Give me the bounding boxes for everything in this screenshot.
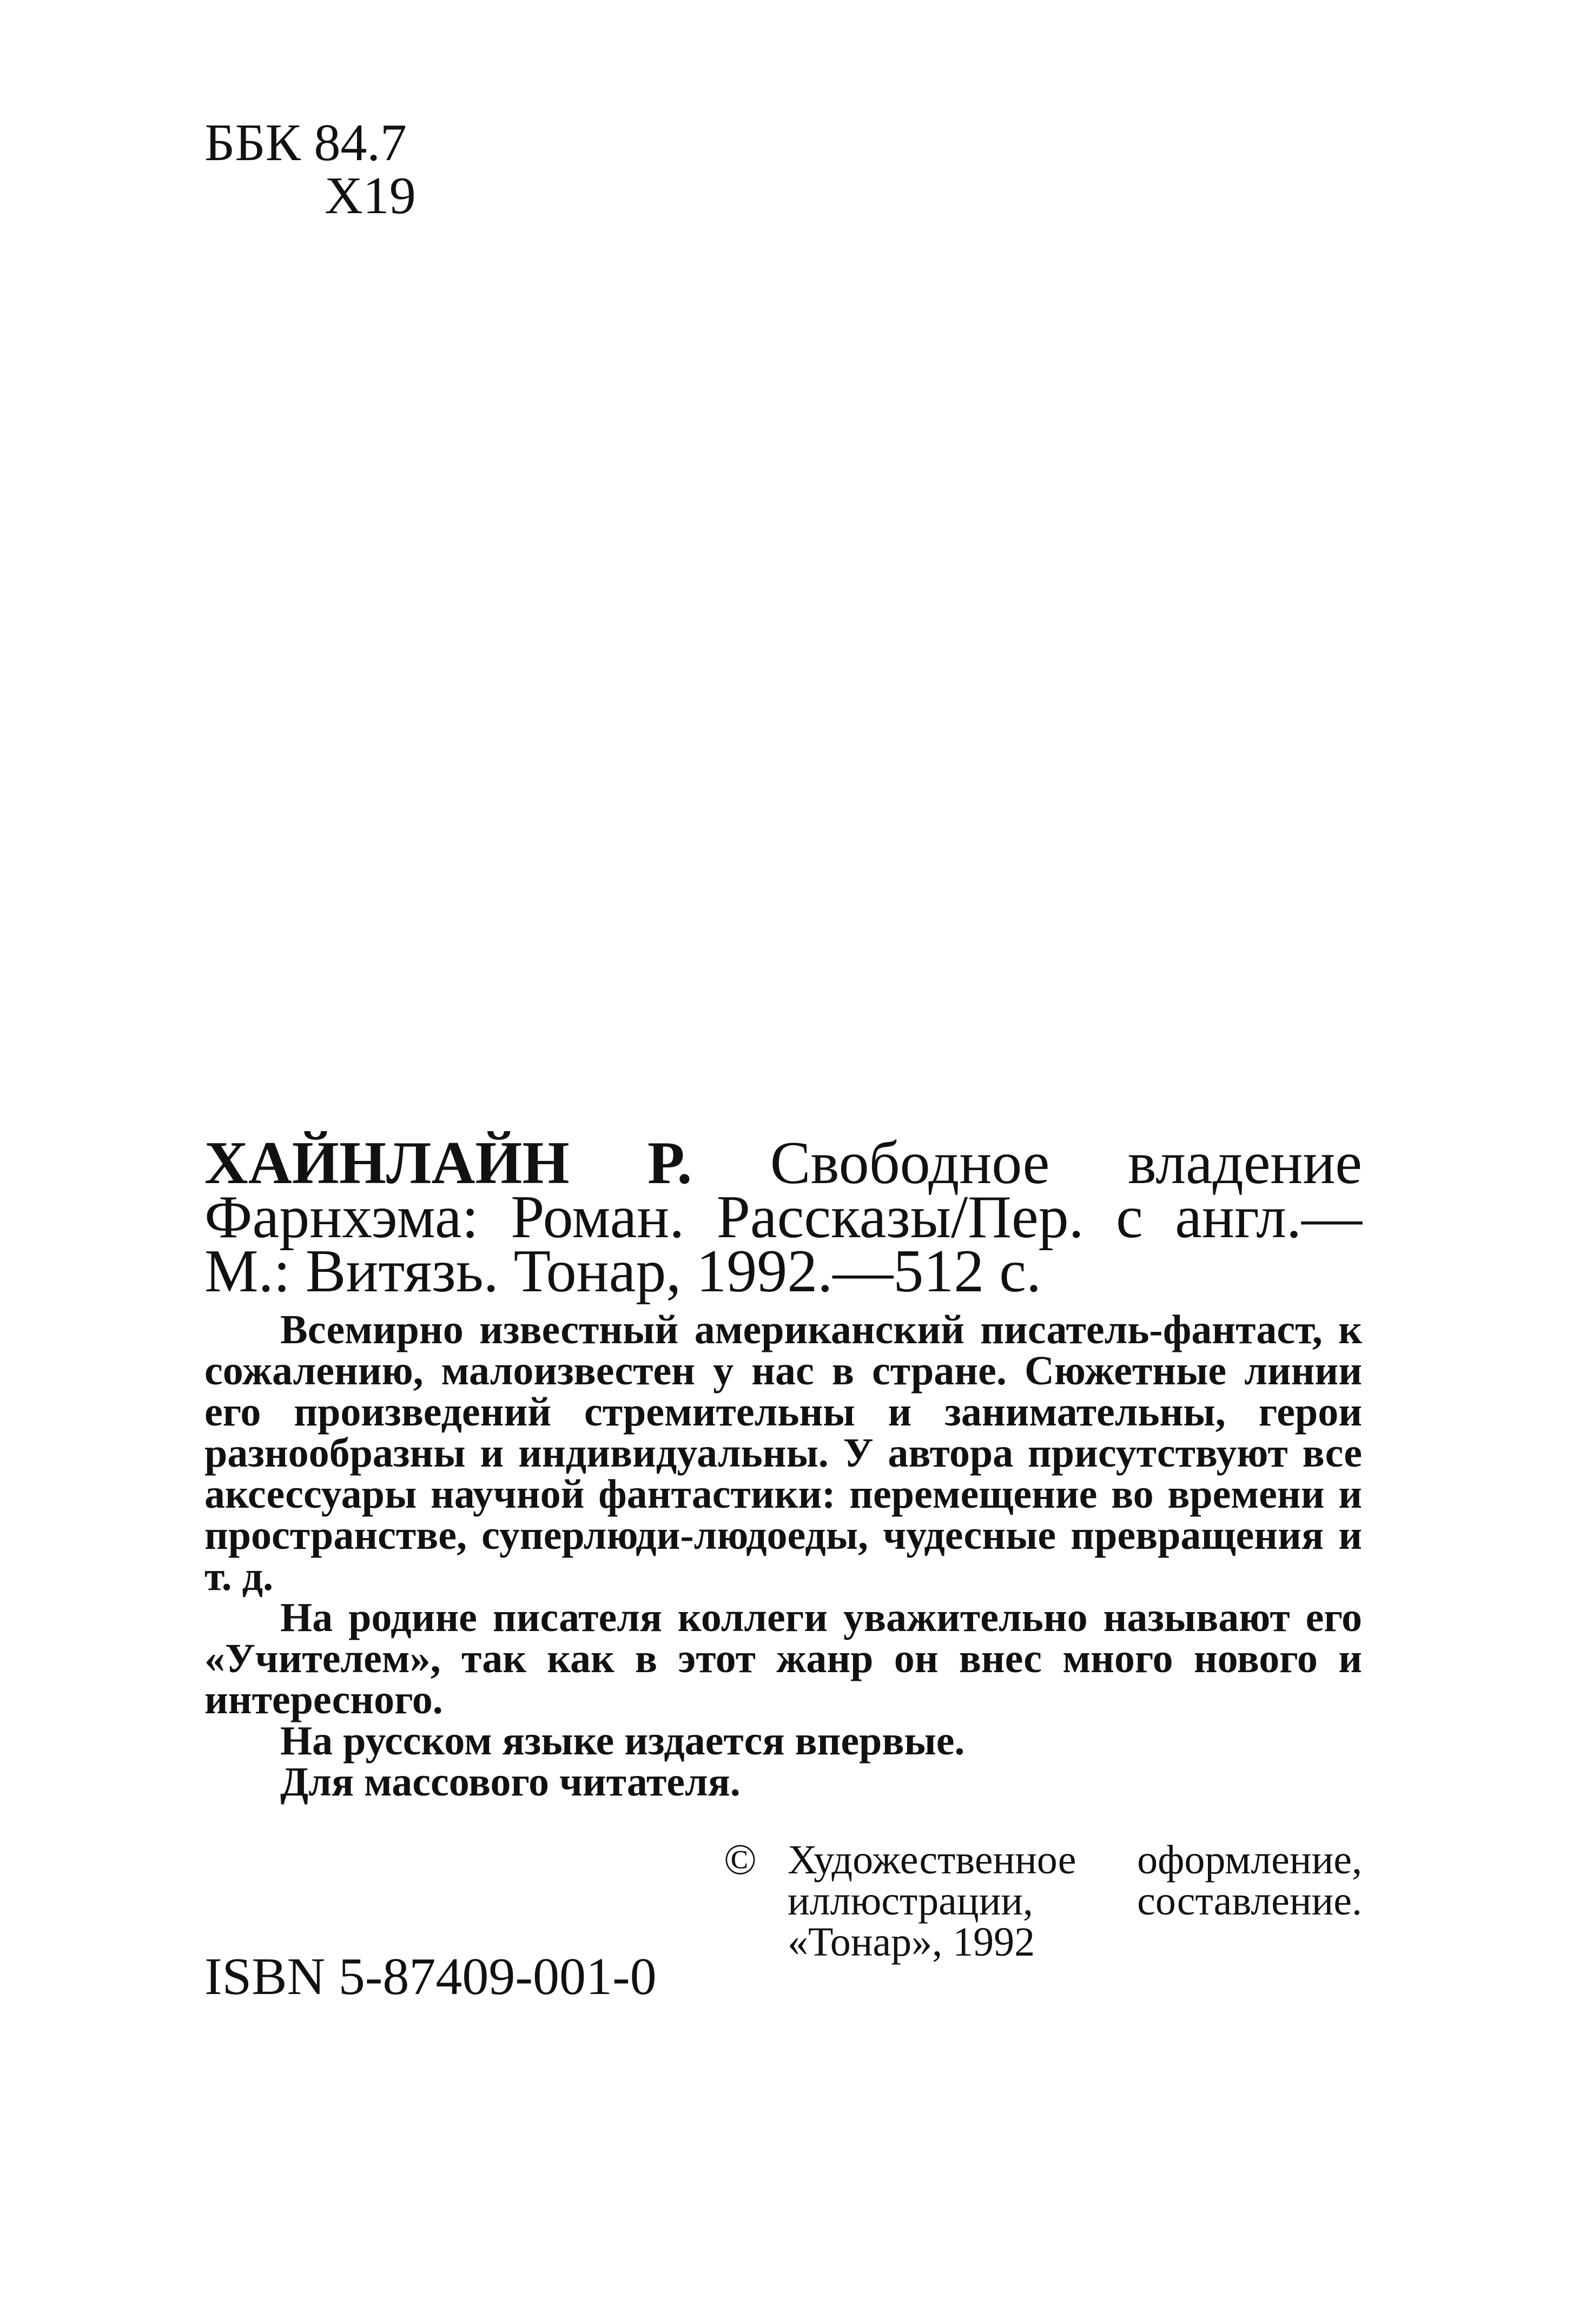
author-name: ХАЙНЛАЙН Р. — [204, 1130, 692, 1197]
bbk-classification — [204, 114, 416, 225]
annotation-first-edition-note: На русском языке издается впервые. — [280, 1718, 965, 1764]
isbn: ISBN 5-87409-001-0 — [204, 1947, 657, 2006]
copyright-text: Художественное оформление, иллюстрации, составление. «Тонар», 1992 — [788, 1837, 1362, 1965]
author-mark: Х19 — [325, 167, 416, 225]
annotation-paragraph-2: На родине писателя коллеги уважительно называют его «Учителем», так как в этот жанр он внес много нового и интересного. — [204, 1595, 1362, 1722]
annotation-audience-note: Для массового читателя. — [280, 1759, 741, 1805]
bibliographic-record — [204, 1130, 1363, 1305]
bbk-code: ББК 84.7 — [204, 114, 407, 172]
bibliographic-description: Свободное владение Фарнхэма: Роман. Рассказы/Пер. с англ.— М.: Витязь. Тонар, 1992.—512 с. — [204, 1130, 1363, 1305]
copyright-notice — [724, 1836, 1362, 1965]
annotation-paragraph-1: Всемирно известный американский писатель-фантаст, к сожалению, малоизвестен у нас в стране. Сюжетные линии его произведений стремительны и занимательны, герои разнообразны и индивидуальны. У автора присутствуют все аксессуары научной фантастики: перемещение во времени и пространстве, суперлюди-людоеды, чудесные превращения и т. д. — [204, 1307, 1362, 1599]
copyright-icon: © — [724, 1836, 757, 1884]
annotation — [204, 1309, 1362, 1803]
